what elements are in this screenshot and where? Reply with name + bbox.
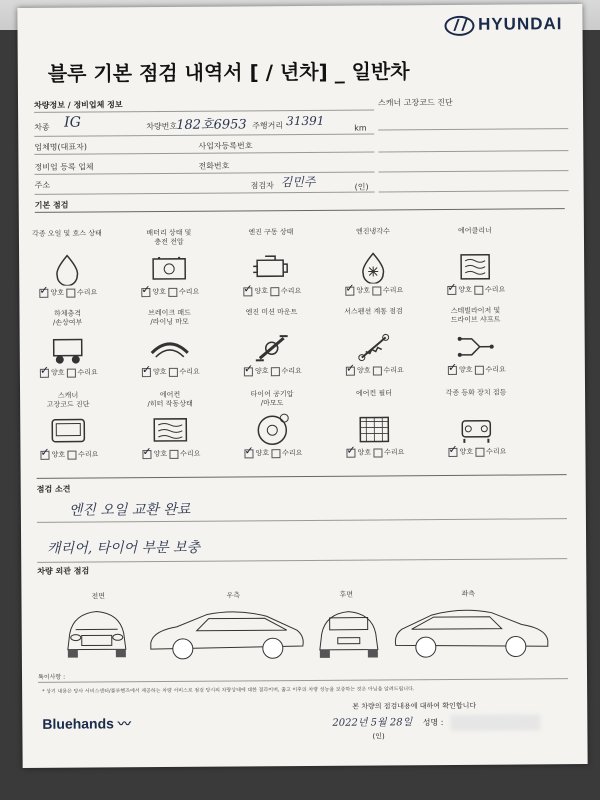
remarks-label: 특이사항 : [38,673,66,681]
repair-label: 수리요 [76,288,98,297]
inspection-sheet [17,4,587,768]
repair-label: 수리요 [179,367,200,376]
tire-icon [250,412,294,446]
divider [35,208,565,213]
address-label: 주소 [34,180,51,190]
redacted-signature [450,714,540,731]
check-options [430,446,522,457]
check-options [226,448,318,459]
check-options [429,284,521,295]
repair-checkbox[interactable] [474,285,483,294]
check-options [22,449,114,460]
check-options [124,449,216,460]
repair-label: 수리요 [180,449,201,458]
vehicle-info-section: 차량정보 / 정비업체 정보 [34,100,123,110]
repair-checkbox[interactable] [373,448,382,457]
ok-label: 양호 [51,450,66,459]
coolant-icon [351,249,395,283]
repair-label: 수리요 [280,287,302,296]
brand-name: HYUNDAI [477,14,563,34]
ok-label: 양호 [254,367,269,376]
mileage-unit: km [354,123,367,133]
repair-checkbox[interactable] [270,367,279,376]
ok-checkbox[interactable] [141,288,150,297]
ok-label: 양호 [50,288,64,297]
check-item-label: 하체충격 /손상여부 [52,309,83,327]
view-right-label: 우측 [226,591,241,600]
ok-checkbox[interactable] [245,449,254,458]
disclaimer: * 상기 내용은 당사 서비스센터/블루핸즈에서 제공하는 차량 서비스로 점검 당시의 차량상태에 대한 결과이며, 출고 이후의 차량 성능을 보증하는 것은 아님을 알려드립니다. [42,686,415,695]
check-item-label: 에어컨 /히터 작동상태 [147,390,193,409]
ok-label: 양호 [254,287,268,296]
company-label: 업체명(대표자) [34,142,87,152]
hyundai-logo [444,14,563,35]
check-item-label: 각종 등화 장치 점등 [445,388,507,398]
ok-checkbox[interactable] [142,368,151,377]
repair-checkbox[interactable] [168,287,177,296]
findings-line-1: 엔진 오일 교환 완료 [68,501,191,519]
ok-label: 양호 [50,368,65,377]
repair-checkbox[interactable] [270,287,279,296]
ok-checkbox[interactable] [243,287,252,296]
confirm-text: 본 차량의 점검내용에 대하여 확인합니다 [352,701,477,711]
bluehands-logo [42,713,131,733]
repair-checkbox[interactable] [474,365,483,374]
ok-checkbox[interactable] [449,447,458,456]
repair-checkbox[interactable] [169,449,178,458]
check-item-label: 엔진냉각수 [355,227,390,236]
repair-label: 수리요 [178,287,200,296]
check-options [226,366,318,377]
phone-label: 전화번호 [198,161,230,171]
check-options [327,285,419,296]
check-item-label: 배터리 상태 및 충전 전압 [146,228,192,247]
check-options [123,287,215,298]
repair-label: 수리요 [383,366,404,375]
aircon-filter-icon [352,411,396,445]
repair-label: 수리요 [78,450,99,459]
hyundai-emblem-icon [444,15,474,35]
exterior-section: 차량 외관 점검 [37,566,90,576]
plate-label: 차량번호 [146,121,178,132]
view-front-label: 전면 [91,592,106,601]
lights-icon [454,411,498,445]
ok-checkbox[interactable] [346,366,355,375]
oil-drop-icon [45,251,89,285]
ok-checkbox[interactable] [345,286,354,295]
repair-label: 수리요 [486,447,507,456]
drive-shaft-icon [454,329,498,363]
check-item-label: 에어컨 필터 [355,389,393,398]
check-options [225,286,317,297]
repair-checkbox[interactable] [475,447,484,456]
check-options [328,447,420,458]
repair-checkbox[interactable] [168,367,177,376]
repair-label: 수리요 [281,367,302,376]
ok-checkbox[interactable] [143,450,152,459]
inspector-label: 점검자 [250,181,274,191]
scanner-header: 스캐너 고장코드 진단 [377,97,453,108]
scanner-icon [46,413,90,447]
check-item-label: 서스펜션 계통 점검 [344,307,403,316]
repair-checkbox[interactable] [66,288,75,297]
car-left-side-icon [392,604,552,661]
brake-pad-icon [148,331,192,365]
mileage-value: 31391 [286,113,325,129]
model-label: 차종 [34,122,50,132]
sign-label: 성명 : [422,718,444,728]
ok-label: 양호 [357,448,372,457]
check-item-label: 에어클리너 [457,226,492,235]
ok-label: 양호 [255,449,270,458]
sign-date: 2022년 5월 28일 [332,717,413,729]
check-item-label: 브레이크 패드 /라이닝 마모 [148,308,191,327]
divider [379,170,569,172]
registration-label: 정비업 등록 업체 [34,162,94,172]
car-right-side-icon [147,606,307,663]
repair-label: 수리요 [282,449,303,458]
ok-label: 양호 [356,366,371,375]
ok-checkbox[interactable] [41,450,50,459]
repair-label: 수리요 [382,286,404,295]
repair-label: 수리요 [77,368,98,377]
basic-check-section: 기본 점검 [34,200,69,210]
findings-line-2: 캐리어, 타이어 부분 보충 [47,539,201,557]
repair-label: 수리요 [485,365,506,374]
wave-icon: 〰 [117,716,131,732]
ok-checkbox[interactable] [39,288,48,297]
check-item-label: 스테빌라이저 및 드라이브 샤프트 [450,306,501,324]
sign-seal: (인) [372,731,385,741]
mileage-label: 주행거리 [252,121,284,131]
repair-label: 수리요 [484,285,506,294]
check-options [21,287,113,298]
check-item-label: 엔진 미션 마운트 [245,308,298,317]
repair-checkbox[interactable] [66,368,75,377]
car-front-icon [62,603,132,663]
check-options [124,367,216,378]
divider [37,474,567,479]
page-title: 블루 기본 점검 내역서 [ / 년차] _ 일반차 [47,59,410,86]
divider [37,558,567,563]
check-options [430,364,522,375]
ok-label: 양호 [356,286,370,295]
divider [378,150,568,152]
ok-label: 양호 [458,285,472,294]
signature-row [332,712,587,741]
check-options [22,367,114,378]
ok-label: 양호 [152,287,166,297]
aircon-icon [148,413,192,447]
repair-label: 수리요 [384,448,405,457]
view-left-label: 좌측 [461,589,476,598]
engine-mount-icon [250,330,294,364]
ok-checkbox[interactable] [448,365,457,374]
business-no-label: 사업자등록번호 [198,141,253,151]
engine-icon [249,250,293,284]
divider [35,191,375,194]
repair-checkbox[interactable] [67,450,76,459]
check-item-label: 스캐너 고장코드 진단 [46,391,90,409]
ok-checkbox[interactable] [244,367,253,376]
battery-icon [147,251,191,285]
repair-checkbox[interactable] [372,366,381,375]
check-item-label: 각종 오일 및 호스 상태 [32,229,102,238]
car-rear-icon [314,605,384,661]
check-options [328,365,420,376]
view-rear-label: 후면 [339,590,354,599]
findings-section: 점검 소견 [36,484,71,494]
repair-checkbox[interactable] [271,449,280,458]
ok-checkbox[interactable] [40,368,49,377]
seal-label: (인) [354,182,369,192]
check-item-label: 타이어 공기압 /마모도 [250,390,294,408]
ok-label: 양호 [459,447,474,456]
divider [38,678,568,683]
air-cleaner-icon [453,249,497,283]
bluehands-text: Bluehands [42,715,114,732]
suspension-icon [352,329,396,363]
inspector-value: 김민주 [280,174,316,190]
plate-value: 182호6953 [176,117,247,133]
undercarriage-icon [46,331,90,365]
check-item-label: 엔진 구동 상태 [248,228,294,237]
ok-checkbox[interactable] [447,285,456,294]
divider [378,128,568,130]
repair-checkbox[interactable] [372,286,381,295]
ok-checkbox[interactable] [347,448,356,457]
ok-label: 양호 [152,367,167,377]
ok-label: 양호 [458,365,473,374]
ok-label: 양호 [153,449,168,459]
divider [34,133,374,136]
model-value: IG [64,114,81,131]
divider [379,190,569,192]
